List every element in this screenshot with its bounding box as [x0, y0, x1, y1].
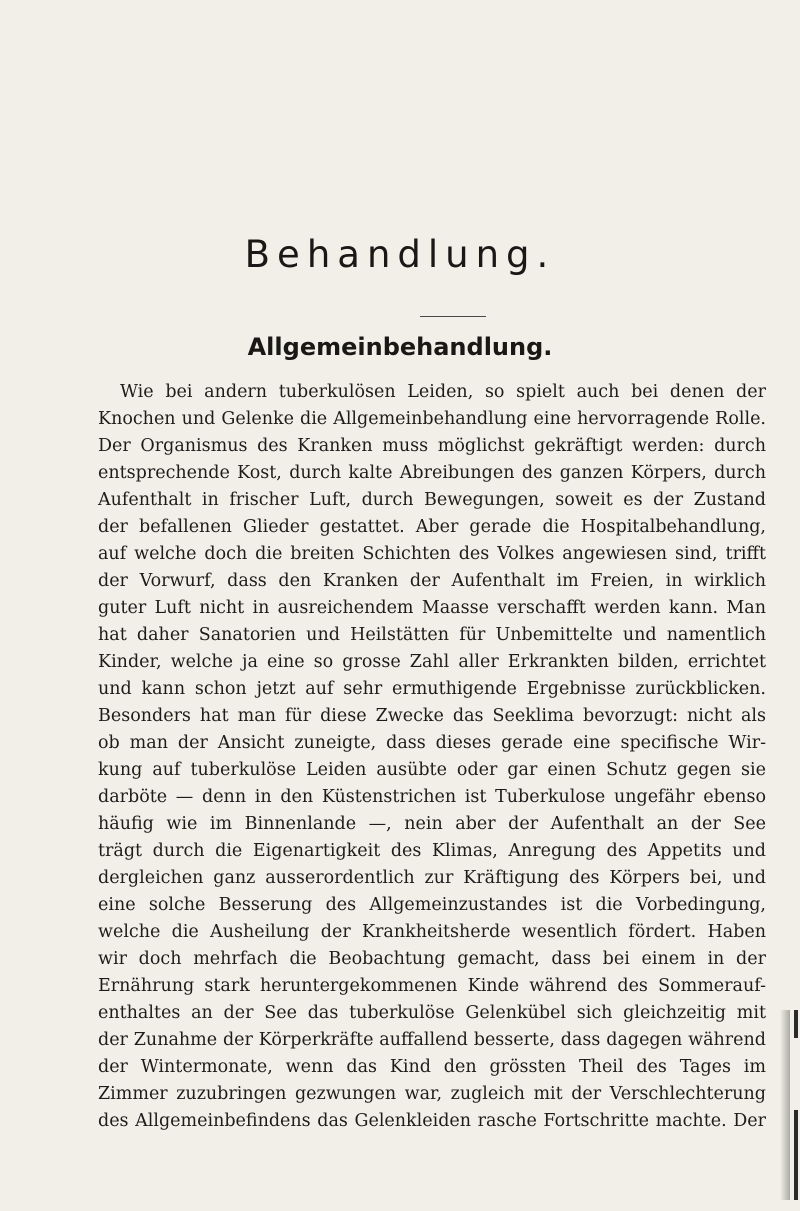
body-paragraph: [98, 379, 766, 1135]
text-line: entsprechende Kost, durch kalte Abreibungen des ganzen Körpers, durch: [98, 463, 766, 483]
text-line: Aufenthalt in frischer Luft, durch Bewegungen, soweit es der Zustand: [98, 490, 766, 510]
text-line: häufig wie im Binnenlande —, nein aber der Aufenthalt an der See: [98, 814, 766, 834]
text-line: Zimmer zuzubringen gezwungen war, zugleich mit der Verschlechterung: [98, 1084, 766, 1104]
text-line: Ernährung stark heruntergekommenen Kinde während des Sommerauf-: [98, 976, 766, 996]
page-edge-mark: [794, 1110, 798, 1200]
text-line: dergleichen ganz ausserordentlich zur Kräftigung des Körpers bei, und: [98, 868, 766, 888]
text-line: der Zunahme der Körperkräfte auffallend besserte, dass dagegen während: [98, 1030, 766, 1050]
text-line: guter Luft nicht in ausreichendem Maasse verschafft werden kann. Man: [98, 598, 766, 618]
text-line: Kinder, welche ja eine so grosse Zahl aller Erkrankten bilden, errichtet: [98, 652, 766, 672]
text-line: hat daher Sanatorien und Heilstätten für Unbemittelte und namentlich: [98, 625, 766, 645]
text-line: der befallenen Glieder gestattet. Aber gerade die Hospitalbehandlung,: [98, 517, 766, 537]
text-line: Besonders hat man für diese Zwecke das Seeklima bevorzugt: nicht als: [98, 706, 766, 726]
text-line: auf welche doch die breiten Schichten des Volkes angewiesen sind, trifft: [98, 544, 766, 564]
text-line: Wie bei andern tuberkulösen Leiden, so spielt auch bei denen der: [120, 382, 766, 402]
text-line: der Wintermonate, wenn das Kind den grössten Theil des Tages im: [98, 1057, 766, 1077]
text-line: eine solche Besserung des Allgemeinzustandes ist die Vorbedingung,: [98, 895, 766, 915]
text-line: darböte — denn in den Küstenstrichen ist Tuberkulose ungefähr ebenso: [98, 787, 766, 807]
section-heading: Allgemeinbehandlung.: [247, 333, 553, 361]
text-line: ob man der Ansicht zuneigte, dass dieses gerade eine specifische Wir-: [98, 733, 766, 753]
text-line: Der Organismus des Kranken muss möglichst gekräftigt werden: durch: [98, 436, 766, 456]
heading-divider: [420, 316, 486, 317]
page-edge-mark: [794, 1010, 798, 1038]
page-edge-shadow: [780, 1010, 790, 1200]
text-line: kung auf tuberkulöse Leiden ausübte oder gar einen Schutz gegen sie: [98, 760, 766, 780]
text-line: welche die Ausheilung der Krankheitsherde wesentlich fördert. Haben: [98, 922, 766, 942]
text-line: wir doch mehrfach die Beobachtung gemacht, dass bei einem in der: [98, 949, 766, 969]
text-line: der Vorwurf, dass den Kranken der Aufenthalt im Freien, in wirklich: [98, 571, 766, 591]
chapter-heading: Behandlung.: [244, 233, 556, 276]
text-line: enthaltes an der See das tuberkulöse Gelenkübel sich gleichzeitig mit: [98, 1003, 766, 1023]
text-line: trägt durch die Eigenartigkeit des Klimas, Anregung des Appetits und: [98, 841, 766, 861]
text-line: des Allgemeinbefindens das Gelenkleiden rasche Fortschritte machte. Der: [98, 1111, 766, 1131]
text-line: Knochen und Gelenke die Allgemeinbehandlung eine hervorragende Rolle.: [98, 409, 766, 429]
text-line: und kann schon jetzt auf sehr ermuthigende Ergebnisse zurückblicken.: [98, 679, 766, 699]
